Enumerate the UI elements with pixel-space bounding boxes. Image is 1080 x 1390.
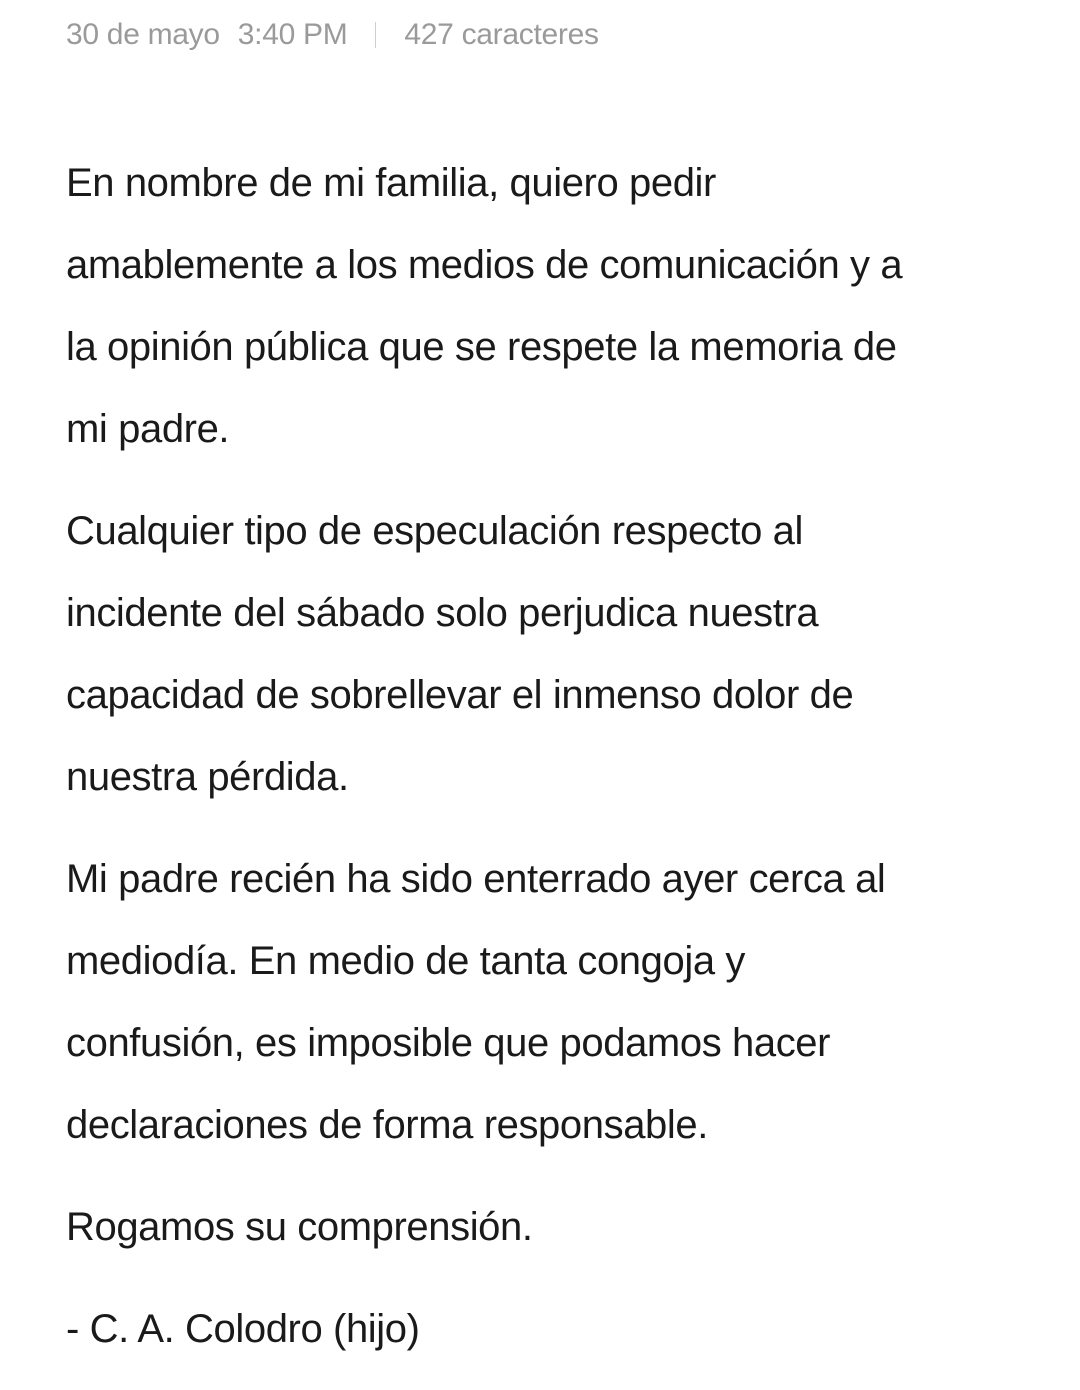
- note-text-line: nuestra pérdida.: [66, 755, 349, 799]
- note-paragraph: [66, 490, 902, 818]
- note-paragraph: [66, 1186, 902, 1268]
- note-text-line: mi padre.: [66, 407, 230, 451]
- note-time: 3:40 PM: [237, 18, 348, 51]
- note-paragraph: [66, 1288, 902, 1370]
- meta-divider: [375, 22, 376, 48]
- note-text-line: la opinión pública que se respete la memoria de: [66, 325, 897, 369]
- note-text-line: declaraciones de forma responsable.: [66, 1103, 708, 1147]
- note-paragraph: [66, 142, 902, 470]
- note-text-line: Mi padre recién ha sido enterrado ayer cerca al: [66, 857, 886, 901]
- note-text-line: confusión, es imposible que podamos hacer: [66, 1021, 831, 1065]
- note-date: 30 de mayo: [66, 18, 220, 51]
- note-text-line: Cualquier tipo de especulación respecto al: [66, 509, 804, 553]
- note-text-line: - C. A. Colodro (hijo): [66, 1307, 420, 1351]
- note-meta: [66, 18, 599, 52]
- note-paragraph: [66, 838, 902, 1166]
- note-text-line: mediodía. En medio de tanta congoja y: [66, 939, 745, 983]
- note-text-line: capacidad de sobrellevar el inmenso dolor de: [66, 673, 854, 717]
- note-text-line: Rogamos su comprensión.: [66, 1205, 533, 1249]
- character-count: 427 caracteres: [404, 18, 599, 51]
- note-text-line: incidente del sábado solo perjudica nuestra: [66, 591, 819, 635]
- note-text-line: En nombre de mi familia, quiero pedir: [66, 161, 716, 205]
- note-text-line: amablemente a los medios de comunicación y a: [66, 243, 903, 287]
- note-body-editor[interactable]: [66, 142, 902, 1390]
